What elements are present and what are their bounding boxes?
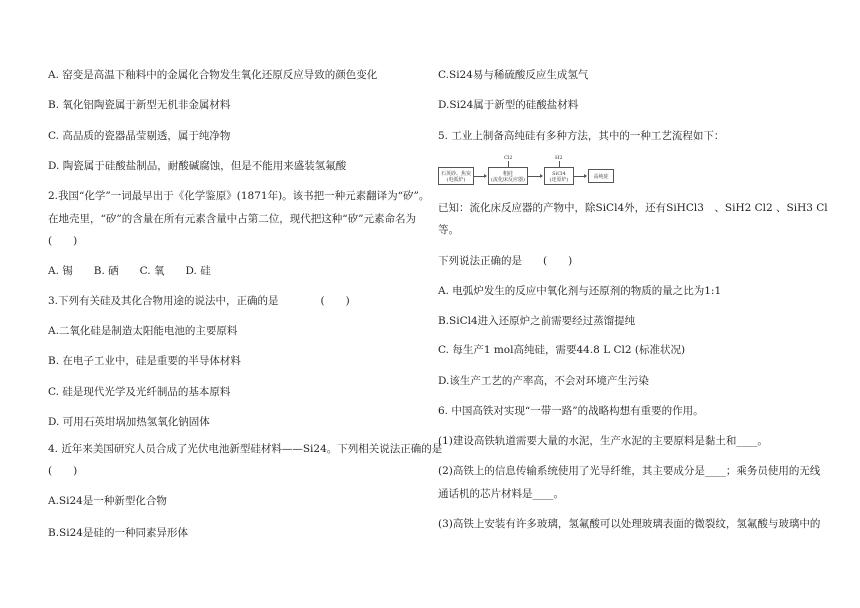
q5-known-line1: 已知：流化床反应器的产物中，除SiCl4外，还有SiHCl3 、SiH2 Cl2 、SiH3 Cl (438, 202, 828, 214)
flow-box-reduction-furnace: SiCl4 (还原炉) (544, 167, 574, 185)
q5-option-a: A. 电弧炉发生的反应中氧化剂与还原剂的物质的量之比为1:1 (438, 285, 722, 297)
q1-option-a: A. 窑变是高温下釉料中的金属化合物发生氧化还原反应导致的颜色变化 (48, 69, 378, 81)
flow-arrow (474, 176, 486, 177)
q4-option-a: A.Si24是一种新型化合物 (48, 495, 167, 507)
flow-arrow (528, 176, 542, 177)
q6-part1: (1)建设高铁轨道需要大量的水泥，生产水泥的主要原料是黏土和____。 (438, 435, 768, 447)
flow-input-cl2: Cl2 (504, 155, 513, 161)
q3-option-d: D. 可用石英坩埚加热氢氧化钠固体 (48, 416, 210, 428)
flow-arrow (574, 176, 586, 177)
q2-answer-blank: ( ) (48, 235, 78, 247)
q4-answer-blank: ( ) (48, 465, 78, 477)
q6-part2-line2: 通话机的芯片材料是____。 (438, 488, 564, 500)
q5-stem: 5. 工业上制备高纯硅有多种方法，其中的一种工艺流程如下： (438, 130, 725, 142)
q4-option-b: B.Si24是硅的一种同素异形体 (48, 527, 188, 539)
q6-part3-line1: (3)高铁上安装有许多玻璃，氢氟酸可以处理玻璃表面的微裂纹，氢氟酸与玻璃中的 (438, 518, 821, 530)
q2-options: A. 锡 B. 硒 C. 氧 D. 硅 (48, 265, 211, 277)
q6-stem: 6. 中国高铁对实现“一带一路”的战略构想有重要的作用。 (438, 405, 704, 417)
q3-option-a: A.二氧化硅是制造太阳能电池的主要原料 (48, 325, 238, 337)
q1-option-d: D. 陶瓷属于硅酸盐制品，耐酸碱腐蚀，但是不能用来盛装氢氟酸 (48, 160, 347, 172)
q3-stem: 3.下列有关硅及其化合物用途的说法中，正确的是 ( ) (48, 295, 350, 307)
q5-known-line2: 等。 (438, 224, 459, 236)
flow-input-line (508, 161, 509, 167)
q3-option-b: B. 在电子工业中，硅是重要的半导体材料 (48, 355, 241, 367)
q2-stem-line2: 在地壳里，“矽”的含量在所有元素含量中占第二位，现代把这种“矽”元素命名为 (48, 213, 416, 225)
flow-input-line (559, 161, 560, 167)
flow-box-arc-furnace: 石英砂、焦炭 (电弧炉) (438, 167, 474, 185)
q6-part2-line1: (2)高铁上的信息传输系统使用了光导纤维，其主要成分是____；乘务员使用的无线 (438, 465, 821, 477)
q3-option-c: C. 硅是现代光学及光纤制品的基本原料 (48, 386, 231, 398)
q1-option-c: C. 高品质的瓷器晶莹剔透，属于纯净物 (48, 130, 231, 142)
q5-question: 下列说法正确的是 ( ) (438, 255, 573, 267)
q1-option-b: B. 氧化铝陶瓷属于新型无机非金属材料 (48, 99, 231, 111)
flow-box-pure-silicon: 高纯硅 (588, 169, 614, 183)
q5-option-d: D.该生产工艺的产率高，不会对环境产生污染 (438, 375, 649, 387)
q5-option-b: B.SiCl4进入还原炉之前需要经过蒸馏提纯 (438, 315, 636, 327)
q2-stem-line1: 2.我国“化学”一词最早出于《化学鉴原》(1871年)。该书把一种元素翻译为“矽”。 (48, 190, 430, 202)
flow-input-h2: H2 (555, 155, 563, 161)
q4-option-c: C.Si24易与稀硫酸反应生成氢气 (438, 69, 589, 81)
process-flow-diagram (438, 155, 618, 187)
q4-option-d: D.Si24属于新型的硅酸盐材料 (438, 99, 579, 111)
flow-box-fluidized-bed: 粗硅 (流化床反应器) (488, 167, 528, 185)
q4-stem: 4. 近年来美国研究人员合成了光伏电池新型硅材料——Si24。下列相关说法正确的是 (48, 443, 443, 455)
q5-option-c: C. 每生产1 mol高纯硅，需要44.8 L Cl2 (标准状况) (438, 344, 686, 356)
